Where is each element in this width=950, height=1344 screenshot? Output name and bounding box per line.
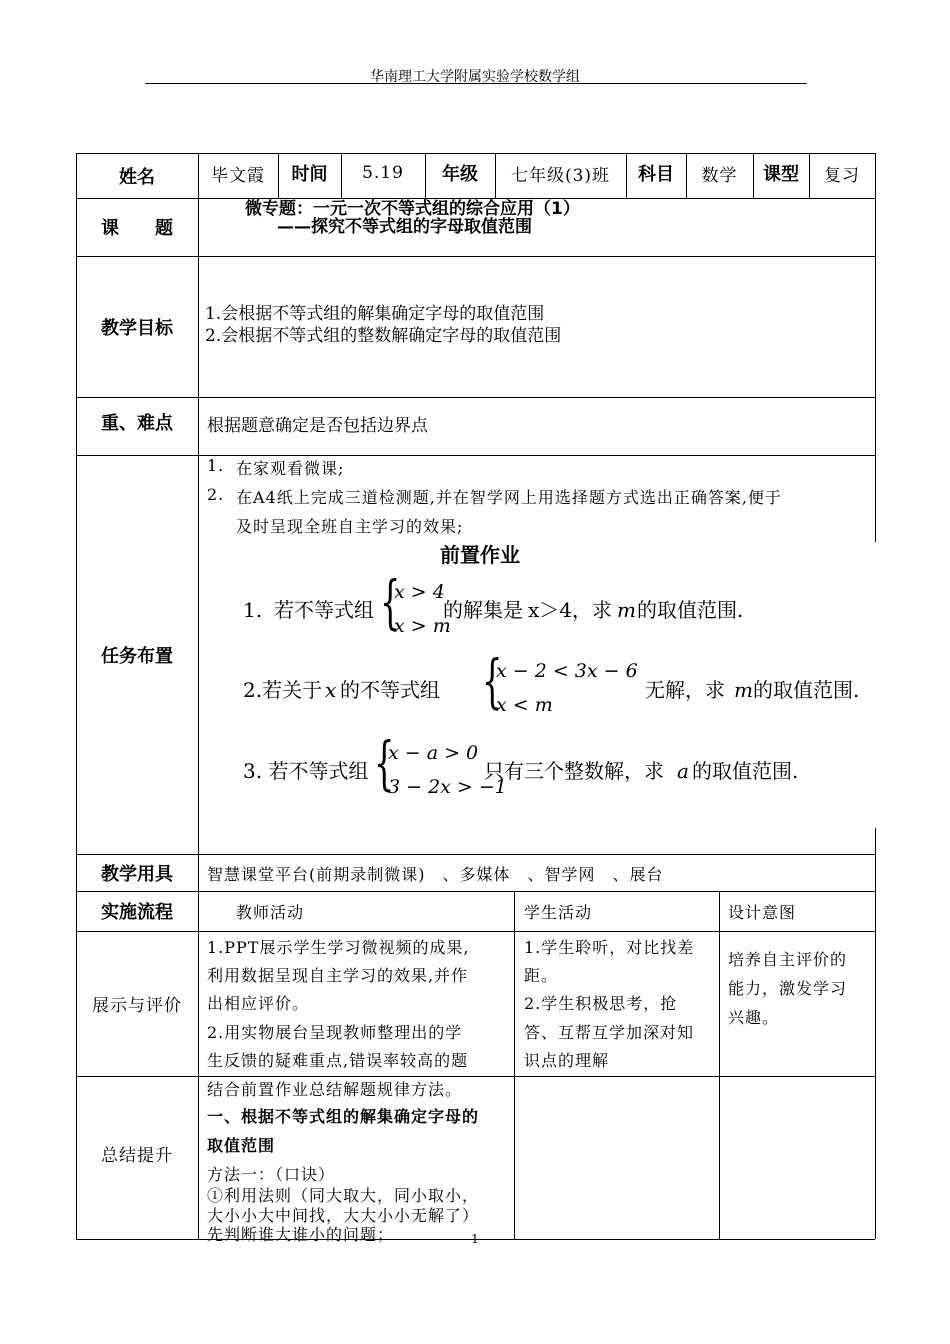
goal-item-1: 1.会根据不等式组的解集确定字母的取值范围 — [205, 304, 545, 324]
display-teacher-line: 生反馈的疑难重点,错误率较高的题 — [207, 1051, 469, 1070]
display-student-line: 2.学生积极思考，抢 — [524, 994, 678, 1013]
topic-line-2: ——探究不等式组的字母取值范围 — [277, 217, 532, 237]
q2-system-line-1: x − 2 < 3x − 6 — [496, 660, 638, 682]
goals-label: 教学目标 — [101, 317, 173, 339]
q2-text-a: 2.若关于 — [243, 678, 323, 702]
name-value: 毕文霞 — [211, 165, 265, 186]
tools-text: 智慧课堂平台(前期录制微课) 、多媒体 、智学网 、展台 — [207, 865, 664, 884]
teacher-activity-header: 教师活动 — [236, 903, 305, 922]
q3-text-b: 只有三个整数解，求 — [484, 759, 664, 783]
display-design-line: 能力，激发学习 — [728, 979, 848, 998]
q2-variable-m: m — [734, 678, 753, 702]
time-value: 5.19 — [362, 163, 404, 183]
q1-brace: { — [380, 568, 401, 636]
table-line — [198, 153, 199, 1239]
q1-system-line-2: x > m — [394, 615, 451, 637]
display-design-line: 培养自主评价的 — [728, 950, 848, 969]
display-student-line: 识点的理解 — [524, 1051, 610, 1070]
q1-text-b: 的解集是 — [443, 598, 523, 622]
q2-brace: { — [482, 647, 503, 715]
q1-text-d: 的取值范围. — [637, 598, 744, 622]
subject-value: 数学 — [701, 165, 738, 186]
topic-label: 课 题 — [101, 218, 173, 239]
display-teacher-line: 利用数据呈现自主学习的效果,并作 — [207, 966, 469, 985]
display-teacher-line: 1.PPT展示学生学习微视频的成果, — [207, 938, 470, 957]
page-number: 1 — [471, 1232, 479, 1246]
grade-value: 七年级(3)班 — [510, 165, 611, 186]
goal-item-2: 2.会根据不等式组的整数解确定字母的取值范围 — [205, 326, 562, 346]
display-design-line: 兴趣。 — [728, 1008, 780, 1027]
summary-heading-2: 取值范围 — [207, 1136, 276, 1155]
q2-variable-x: x — [325, 678, 337, 702]
lesson-type-label: 课型 — [763, 164, 799, 185]
display-teacher-line: 2.用实物展台呈现教师整理出的学 — [207, 1023, 463, 1042]
homework-title: 前置作业 — [440, 543, 520, 567]
table-line — [514, 891, 515, 1239]
key-points-text: 根据题意确定是否包括边界点 — [207, 416, 428, 436]
q3-text-a: 3. 若不等式组 — [243, 759, 369, 783]
display-student-line: 答、互帮互学加深对知 — [524, 1023, 695, 1042]
task-item-2-number: 2. — [207, 485, 225, 504]
table-line — [719, 891, 720, 1239]
q2-text-d: 的取值范围. — [753, 678, 860, 702]
name-label: 姓名 — [119, 166, 155, 188]
q1-variable-m: m — [617, 598, 636, 622]
subject-label: 科目 — [638, 164, 674, 185]
student-activity-header: 学生活动 — [524, 903, 593, 922]
task-item-2-line-1: 在A4纸上完成三道检测题,并在智学网上用选择题方式选出正确答案,便于 — [236, 488, 782, 507]
table-line — [875, 153, 876, 542]
summary-rule-3: 先判断谁大谁小的问题； — [207, 1225, 395, 1244]
task-item-2-line-2: 及时呈现全班自主学习的效果; — [236, 517, 464, 536]
grade-label: 年级 — [442, 164, 478, 185]
task-item-1: 在家观看微课; — [236, 459, 345, 478]
q2-system-line-2: x < m — [496, 694, 553, 716]
task-item-1-number: 1. — [207, 456, 225, 475]
summary-method: 方法一：（口诀） — [207, 1165, 336, 1184]
lesson-type-value: 复习 — [824, 165, 860, 186]
q3-brace: { — [374, 729, 395, 797]
q3-variable-a: a — [677, 759, 689, 783]
display-student-line: 距。 — [524, 966, 559, 985]
page-header: 华南理工大学附属实验学校数学组 — [370, 69, 580, 85]
tasks-label: 任务布置 — [101, 645, 173, 667]
display-label: 展示与评价 — [92, 996, 182, 1016]
q1-system-line-1: x > 4 — [394, 581, 445, 603]
q1-text-c: x＞4，求 — [528, 598, 613, 622]
tools-label: 教学用具 — [101, 863, 173, 885]
q3-system-line-2: 3 − 2x > −1 — [388, 776, 507, 798]
display-student-line: 1.学生聆听，对比找差 — [524, 938, 695, 957]
key-points-label: 重、难点 — [101, 413, 173, 434]
display-teacher-line: 出相应评价。 — [207, 994, 310, 1013]
q1-prefix: 1. — [243, 598, 263, 622]
header-rule — [145, 83, 807, 84]
q2-text-c: 无解，求 — [645, 678, 725, 702]
topic-line-1: 微专题：一元一次不等式组的综合应用（1） — [245, 199, 580, 219]
summary-line-1: 结合前置作业总结解题规律方法。 — [207, 1080, 463, 1099]
q3-system-line-1: x − a > 0 — [388, 742, 479, 764]
table-line — [875, 828, 876, 1239]
time-label: 时间 — [291, 164, 328, 185]
summary-label: 总结提升 — [101, 1146, 173, 1166]
summary-rule-2: 大小小大中间找，大大小小无解了） — [207, 1206, 480, 1225]
q3-text-c: 的取值范围. — [692, 759, 799, 783]
q2-text-b: 的不等式组 — [340, 678, 440, 702]
flow-label: 实施流程 — [101, 902, 173, 923]
summary-heading-1: 一、根据不等式组的解集确定字母的 — [207, 1107, 480, 1126]
q1-text-a: 若不等式组 — [274, 598, 374, 622]
summary-rule-1: ①利用法则（同大取大，同小取小， — [207, 1186, 480, 1205]
design-intent-header: 设计意图 — [728, 903, 797, 922]
